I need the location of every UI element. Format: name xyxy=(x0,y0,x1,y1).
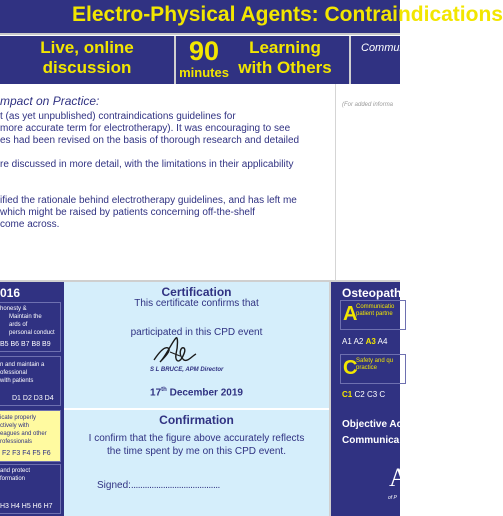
code: A1 xyxy=(342,337,352,346)
code-highlighted: C1 xyxy=(342,390,353,399)
theme-c-codes xyxy=(342,390,385,399)
format-label xyxy=(28,38,146,78)
theme-a-codes xyxy=(342,337,387,346)
divider xyxy=(174,36,176,84)
confirmation-line-1: I confirm that the figure above accurately reflects xyxy=(88,433,305,444)
standard-text: rofessionals xyxy=(0,439,33,445)
theme-c-line-2: practice xyxy=(356,365,378,371)
impact-line: more accurate term for electrotherapy). It was encouraging to see xyxy=(0,123,291,134)
standard-text: honesty & xyxy=(0,306,27,312)
code: C3 xyxy=(366,390,378,399)
code: A4 xyxy=(377,337,388,346)
standard-text: formation xyxy=(0,476,26,482)
code: C xyxy=(379,390,386,399)
organization-logo-subtext: of P xyxy=(388,495,397,501)
theme-c-line-1: Safety and qu xyxy=(356,358,394,364)
learning-line-1: Learning xyxy=(249,38,321,57)
standard-text: with patients xyxy=(0,378,34,384)
impact-line: come across. xyxy=(0,219,60,230)
standards-panel xyxy=(0,282,64,516)
standard-text: personal conduct xyxy=(9,330,55,336)
theme-a-box xyxy=(340,300,406,330)
impact-line: t (as yet unpublished) contraindications guidelines for xyxy=(0,111,236,122)
standard-text: n and maintain a xyxy=(0,362,45,368)
impact-line: re discussed in more detail, with the limitations in their applicability xyxy=(0,159,294,170)
theme-a-letter: A xyxy=(343,303,358,325)
certification-panel xyxy=(64,282,329,516)
certification-date xyxy=(64,387,329,398)
standard-group xyxy=(0,302,61,352)
standard-text: Maintain the xyxy=(9,314,42,320)
code: C2 xyxy=(354,390,365,399)
impact-heading: mpact on Practice: xyxy=(0,94,100,108)
standard-group-highlighted xyxy=(0,410,61,462)
standard-text: ctively with xyxy=(0,423,30,429)
certification-line-1: This certificate confirms that xyxy=(134,298,259,309)
confirmation-heading: Confirmation xyxy=(159,413,234,427)
standard-codes: D1 D2 D3 D4 xyxy=(12,395,54,402)
notes-placeholder: (For added informa xyxy=(342,102,394,108)
certification-line-2: participated in this CPD event xyxy=(130,327,263,338)
info-row xyxy=(0,36,406,84)
impact-line: es had been revised on the basis of thorough research and detailed xyxy=(0,135,300,146)
learning-line-2: with Others xyxy=(238,58,332,77)
theme-a-text xyxy=(356,304,394,318)
notes-area[interactable] xyxy=(335,84,400,280)
objective-line-1: Objective Ac xyxy=(342,419,403,430)
signatory-name: S L BRUCE, APM Director xyxy=(150,367,224,373)
standard-codes: B5 B6 B7 B8 B9 xyxy=(0,341,51,348)
format-line-1: Live, online xyxy=(40,38,134,57)
code: A2 xyxy=(353,337,364,346)
theme-a-line-1: Communicatio xyxy=(356,304,395,310)
impact-section xyxy=(0,84,335,280)
osteopathic-panel xyxy=(329,282,408,516)
date-rest: December 2019 xyxy=(166,387,243,399)
signed-label: Signed: xyxy=(97,480,131,491)
impact-line: which might be raised by patients concerning off-the-shelf xyxy=(0,207,255,218)
signature-field[interactable]: Signed:....................................... xyxy=(97,480,220,491)
objective-line-2: Communica xyxy=(342,435,400,446)
standard-codes: H3 H4 H5 H6 H7 xyxy=(0,503,53,510)
theme-c-text xyxy=(356,358,393,372)
duration-unit: minutes xyxy=(179,65,229,80)
format-line-2: discussion xyxy=(42,58,132,77)
signature-image xyxy=(150,334,200,370)
standard-text: ards of xyxy=(9,322,28,328)
date-day: 17 xyxy=(150,387,162,399)
certification-heading: Certification xyxy=(161,285,232,299)
date-suffix: th xyxy=(161,387,167,393)
standard-text: eagues and other xyxy=(0,431,47,437)
confirmation-line-2: the time spent by me on this CPD event. xyxy=(107,446,286,457)
theme-a-line-2: patient partne xyxy=(356,311,393,317)
divider xyxy=(349,36,351,84)
standard-text: and protect xyxy=(0,468,31,474)
organization-logo: A xyxy=(389,463,408,492)
page-title: Electro-Physical Agents: Contraindications xyxy=(72,3,503,26)
theme-c-letter: C xyxy=(343,357,358,379)
divider xyxy=(64,408,329,410)
learning-label xyxy=(235,38,335,78)
standard-group xyxy=(0,464,61,514)
standards-title: 016 xyxy=(0,286,21,300)
title-bar xyxy=(0,0,503,35)
duration-value: 90 xyxy=(188,36,220,66)
standard-text: ofessional xyxy=(0,370,28,376)
theme-c-box xyxy=(340,354,406,384)
osteopathic-title: Osteopath xyxy=(342,286,402,300)
impact-line: ified the rationale behind electrotherapy guidelines, and has left me xyxy=(0,195,297,206)
code-highlighted: A3 xyxy=(365,337,376,346)
standard-codes: F2 F3 F4 F5 F6 xyxy=(2,450,51,457)
communication-label: Commun xyxy=(361,42,406,54)
standard-text: icate properly xyxy=(0,415,37,421)
standard-group xyxy=(0,356,61,406)
